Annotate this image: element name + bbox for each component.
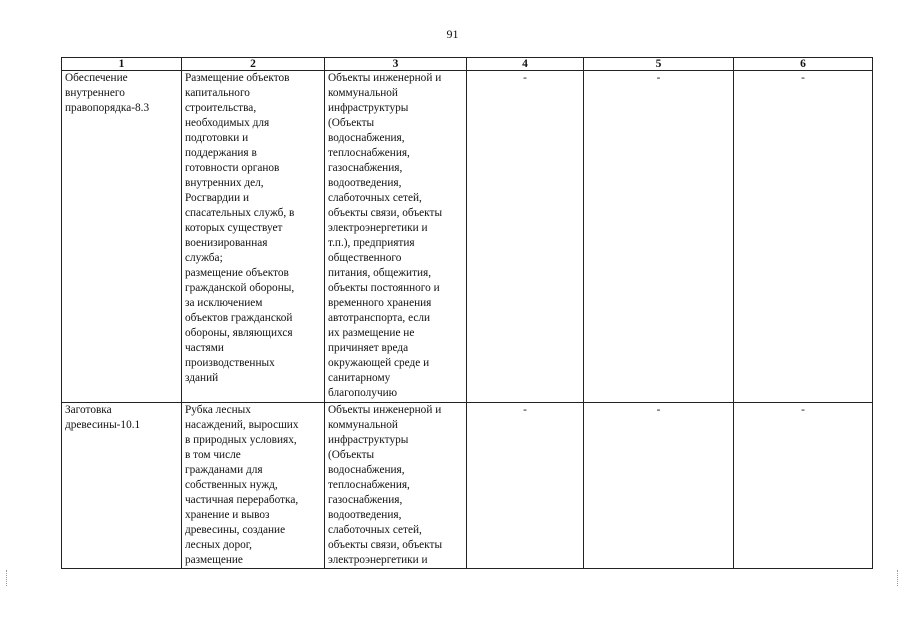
column-header-3: 3: [325, 58, 467, 71]
cell-col-4: -: [467, 403, 584, 569]
page-number: 91: [446, 27, 459, 41]
table-header-row: [62, 58, 873, 71]
table-row: [62, 403, 873, 569]
left-margin-mark: [6, 570, 9, 586]
column-header-6: 6: [734, 58, 873, 71]
cell-col-4: -: [467, 71, 584, 403]
cell-col-5: -: [584, 71, 734, 403]
zoning-table: [61, 57, 873, 569]
cell-col-5: -: [584, 403, 734, 569]
right-margin-mark: [897, 570, 900, 586]
cell-use-description: Размещение объектов капитального строительства, необходимых для подготовки и поддержания в готовности органов внутренних дел, Росгвардии и спасательных служб, в которых существует военизированная служба; размещение объектов гражданской обороны, за исключением объектов гражданской обороны, являющихся частями производственных зданий: [182, 71, 325, 403]
column-header-1: 1: [62, 58, 182, 71]
cell-use-description: Рубка лесных насаждений, выросших в природных условиях, в том числе гражданами для собственных нужд, частичная переработка, хранение и вывоз древесины, создание лесных дорог, размещение: [182, 403, 325, 569]
column-header-5: 5: [584, 58, 734, 71]
cell-col-6: -: [734, 403, 873, 569]
cell-auxiliary-uses: Объекты инженерной и коммунальной инфраструктуры (Объекты водоснабжения, теплоснабжения, газоснабжения, водоотведения, слаботочных сетей, объекты связи, объекты электроэнергетики и т.п.), предприятия общественного питания, общежития, объекты постоянного и временного хранения автотранспорта, если их размещение не причиняет вреда окружающей среде и санитарному благополучию: [325, 71, 467, 403]
cell-use-type: Заготовка древесины-10.1: [62, 403, 182, 569]
column-header-4: 4: [467, 58, 584, 71]
column-header-2: 2: [182, 58, 325, 71]
cell-auxiliary-uses: Объекты инженерной и коммунальной инфраструктуры (Объекты водоснабжения, теплоснабжения, газоснабжения, водоотведения, слаботочных сетей, объекты связи, объекты электроэнергетики и: [325, 403, 467, 569]
cell-use-type: Обеспечение внутреннего правопорядка-8.3: [62, 71, 182, 403]
table-row: [62, 71, 873, 403]
cell-col-6: -: [734, 71, 873, 403]
